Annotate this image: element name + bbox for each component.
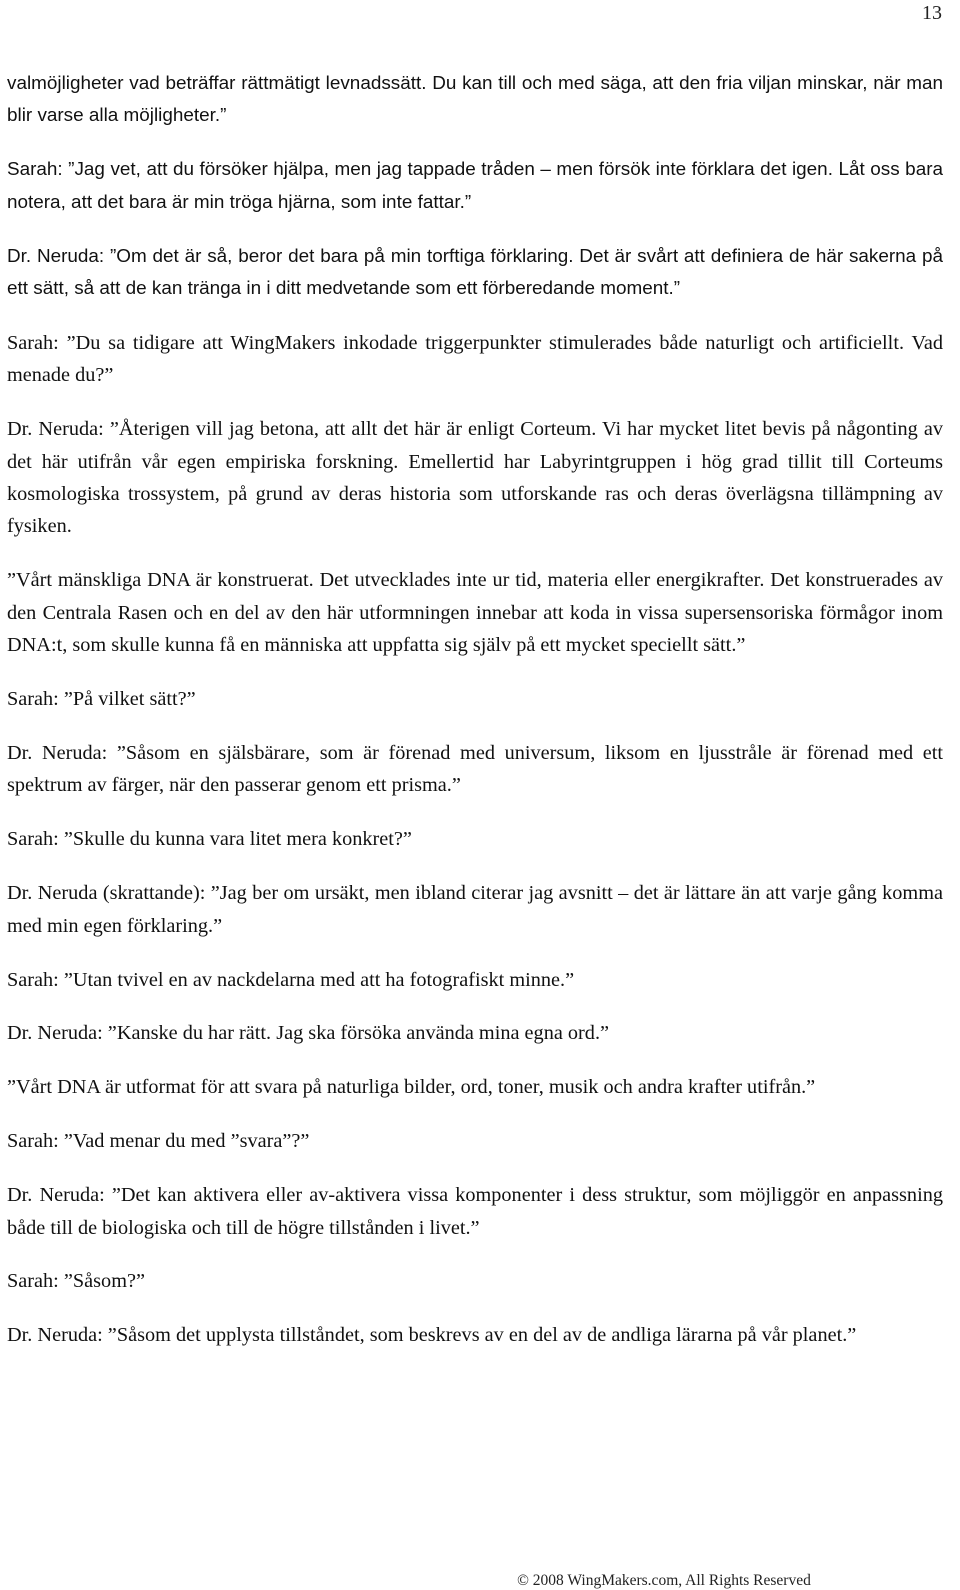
page-footer xyxy=(0,1572,960,1590)
paragraph: Sarah: ”På vilket sätt?” xyxy=(7,688,196,711)
paragraph: Dr. Neruda: ”Om det är så, beror det bara på min torftiga förklaring. Det är svårt att definiera de här sakerna på ett sätt, så att de kan tränga in i ditt medvetande som ett förberedande moment.” xyxy=(7,245,943,300)
paragraph: ”Vårt DNA är utformat för att svara på naturliga bilder, ord, toner, musik och andra krafter utifrån.” xyxy=(7,1076,816,1099)
page-number: 13 xyxy=(922,2,942,24)
paragraph: Dr. Neruda: ”Det kan aktivera eller av-aktivera vissa komponenter i dess struktur, som möjliggör en anpassning både till de biologiska och till de högre tillstånden i livet.” xyxy=(7,1184,943,1239)
document-body xyxy=(7,68,943,1373)
paragraph: Dr. Neruda (skrattande): ”Jag ber om ursäkt, men ibland citerar jag avsnitt – det är lättare än att varje gång komma med min egen förklaring.” xyxy=(7,882,943,937)
copyright-notice: © 2008 WingMakers.com, All Rights Reserved xyxy=(517,1572,811,1589)
paragraph: Sarah: ”Utan tvivel en av nackdelarna med att ha fotografiskt minne.” xyxy=(7,968,575,991)
paragraph: Dr. Neruda: ”Såsom det upplysta tillståndet, som beskrevs av en del av de andliga lärarna på vår planet.” xyxy=(7,1324,857,1347)
paragraph: valmöjligheter vad beträffar rättmätigt levnadssätt. Du kan till och med säga, att den fria viljan minskar, när man blir varse alla möjligheter.” xyxy=(7,73,943,127)
paragraph: Sarah: ”Skulle du kunna vara litet mera konkret?” xyxy=(7,828,412,851)
paragraph: Dr. Neruda: ”Såsom en själsbärare, som är förenad med universum, liksom en ljusstråle är förenad med ett spektrum av färger, när den passerar genom ett prisma.” xyxy=(7,742,943,797)
paragraph: Dr. Neruda: ”Återigen vill jag betona, att allt det här är enligt Corteum. Vi har mycket litet bevis på någonting av det här utifrån vår egen empiriska forskning. Emellertid har Labyrintgruppen i hög grad tillit till Corteums kosmologiska trossystem, på grund av deras historia som utforskande ras och deras överlägsna tillämpning av fysiken. xyxy=(7,418,943,538)
paragraph: Dr. Neruda: ”Kanske du har rätt. Jag ska försöka använda mina egna ord.” xyxy=(7,1022,610,1045)
paragraph: Sarah: ”Jag vet, att du försöker hjälpa, men jag tappade tråden – men försök inte förklara det igen. Låt oss bara notera, att det bara är min tröga hjärna, som inte fattar.” xyxy=(7,159,943,213)
paragraph: Sarah: ”Såsom?” xyxy=(7,1270,145,1293)
paragraph: Sarah: ”Du sa tidigare att WingMakers inkodade triggerpunkter stimulerades både naturligt och artificiellt. Vad menade du?” xyxy=(7,331,943,387)
paragraph: ”Vårt mänskliga DNA är konstruerat. Det utvecklades inte ur tid, materia eller energikrafter. Det konstruerades av den Centrala Rasen och en del av den här utformningen innebar att koda in vissa supersensoriska förmågor inom DNA:t, som skulle kunna få en människa att uppfatta sig själv på ett mycket speciellt sätt.” xyxy=(7,569,943,657)
paragraph: Sarah: ”Vad menar du med ”svara”?” xyxy=(7,1130,310,1153)
